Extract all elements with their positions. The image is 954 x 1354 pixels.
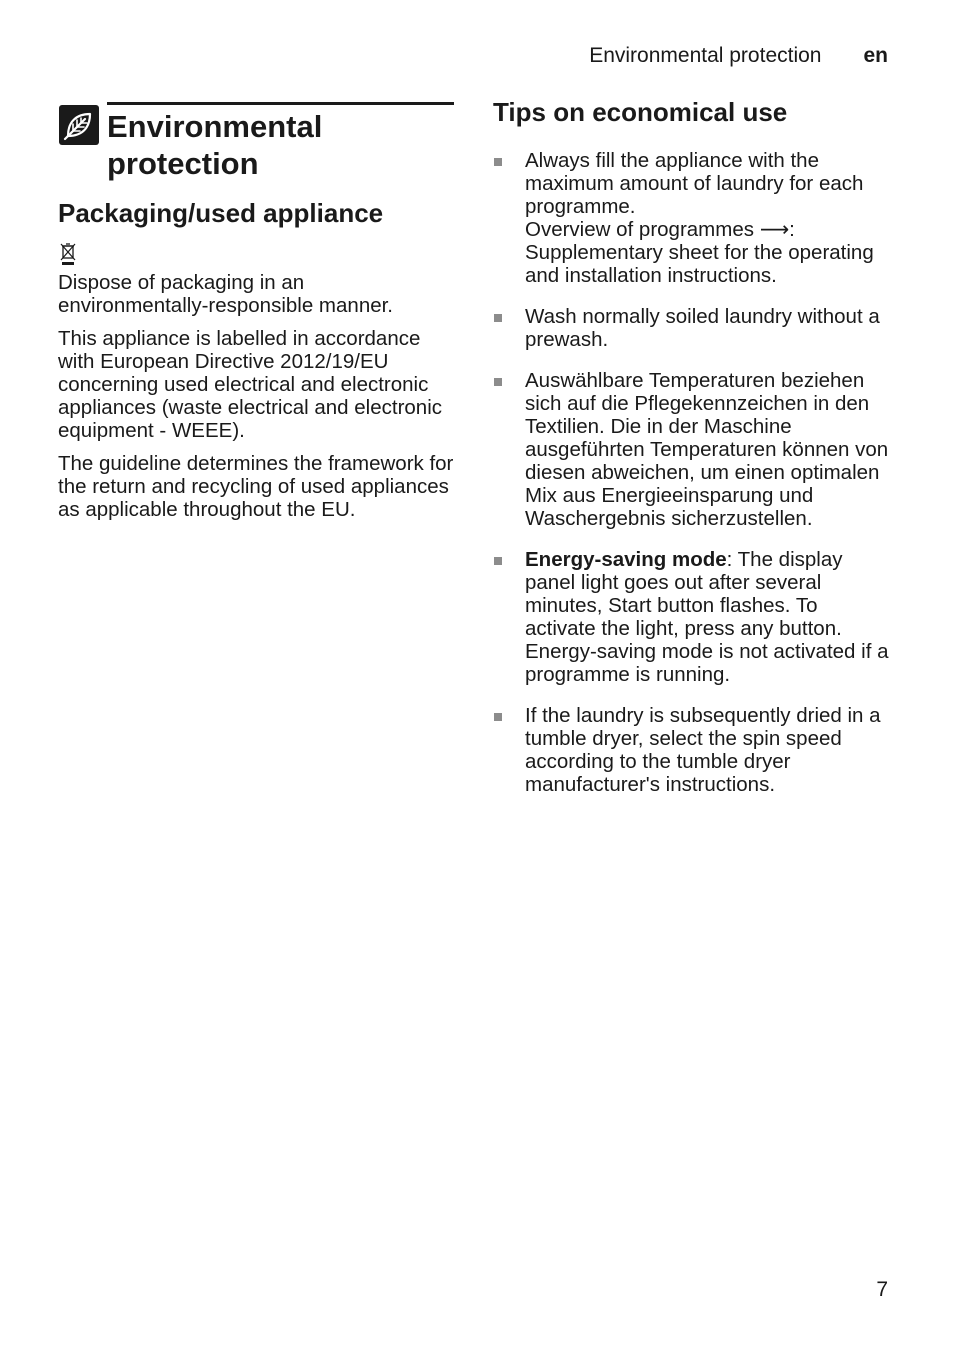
tip-5-text: If the laundry is subsequently dried in a tumble dryer, select the spin speed according to the tumble dryer manufacturer's instructions. — [525, 704, 881, 796]
chapter-rule — [107, 102, 454, 105]
list-item — [493, 704, 893, 796]
list-item — [493, 305, 893, 351]
tip-1-crossref-suffix: : Supplementary sheet for the operating and installation instructions. — [525, 218, 874, 287]
tip-1-text: Always fill the appliance with the maximum amount of laundry for each programme. — [525, 149, 864, 218]
tip-4-term: Energy-saving mode — [525, 548, 727, 571]
right-column — [493, 96, 893, 814]
packaging-heading: Packaging/used appliance — [58, 198, 384, 228]
left-column — [58, 102, 454, 531]
list-item — [493, 548, 893, 686]
packaging-paragraph-1: Dispose of packaging in an environmentally-responsible manner. — [58, 271, 394, 317]
list-item — [493, 149, 893, 287]
tips-heading: Tips on economical use — [493, 97, 788, 127]
chapter-title — [107, 102, 454, 182]
leaf-icon — [59, 105, 99, 145]
packaging-paragraph-3: The guideline determines the framework for the return and recycling of used appliances as applicable throughout the EU. — [58, 452, 454, 521]
square-bullet-icon — [494, 713, 502, 721]
header-language-code: en — [863, 44, 888, 67]
square-bullet-icon — [494, 557, 502, 565]
tip-3-text: Auswählbare Temperaturen beziehen sich auf die Pflegekennzeichen in den Textilien. Die in der Maschine ausgeführten Temperaturen können von diesen abweichen, um einen optimalen Mix aus Energieeinsparung und Waschergebnis sicherzustellen. — [525, 369, 889, 530]
chapter-title-line-1: Environmental — [107, 109, 323, 144]
tip-1-crossref-prefix: Overview of programmes — [525, 218, 760, 241]
square-bullet-icon — [494, 158, 502, 166]
running-header — [589, 44, 888, 68]
header-section-title: Environmental protection — [589, 44, 822, 67]
square-bullet-icon — [494, 314, 502, 322]
page-number: 7 — [876, 1278, 888, 1301]
square-bullet-icon — [494, 378, 502, 386]
chapter-heading — [58, 102, 454, 182]
list-item — [493, 369, 893, 530]
chapter-title-line-2: protection — [107, 146, 259, 181]
crossed-out-bin-icon — [58, 241, 78, 265]
tip-2-text: Wash normally soiled laundry without a prewash. — [525, 305, 880, 351]
arrow-icon: ⟶ — [759, 218, 790, 241]
packaging-paragraph-2: This appliance is labelled in accordance with European Directive 2012/19/EU concerning used electrical and electronic appliances (waste electrical and electronic equipment - WEEE). — [58, 327, 443, 442]
tip-4-text: : The display panel light goes out after several minutes, Start button flashes. To activate the light, press any button. Energy-saving mode is not activated if a programme is running. — [525, 548, 889, 686]
tips-list — [493, 149, 893, 796]
